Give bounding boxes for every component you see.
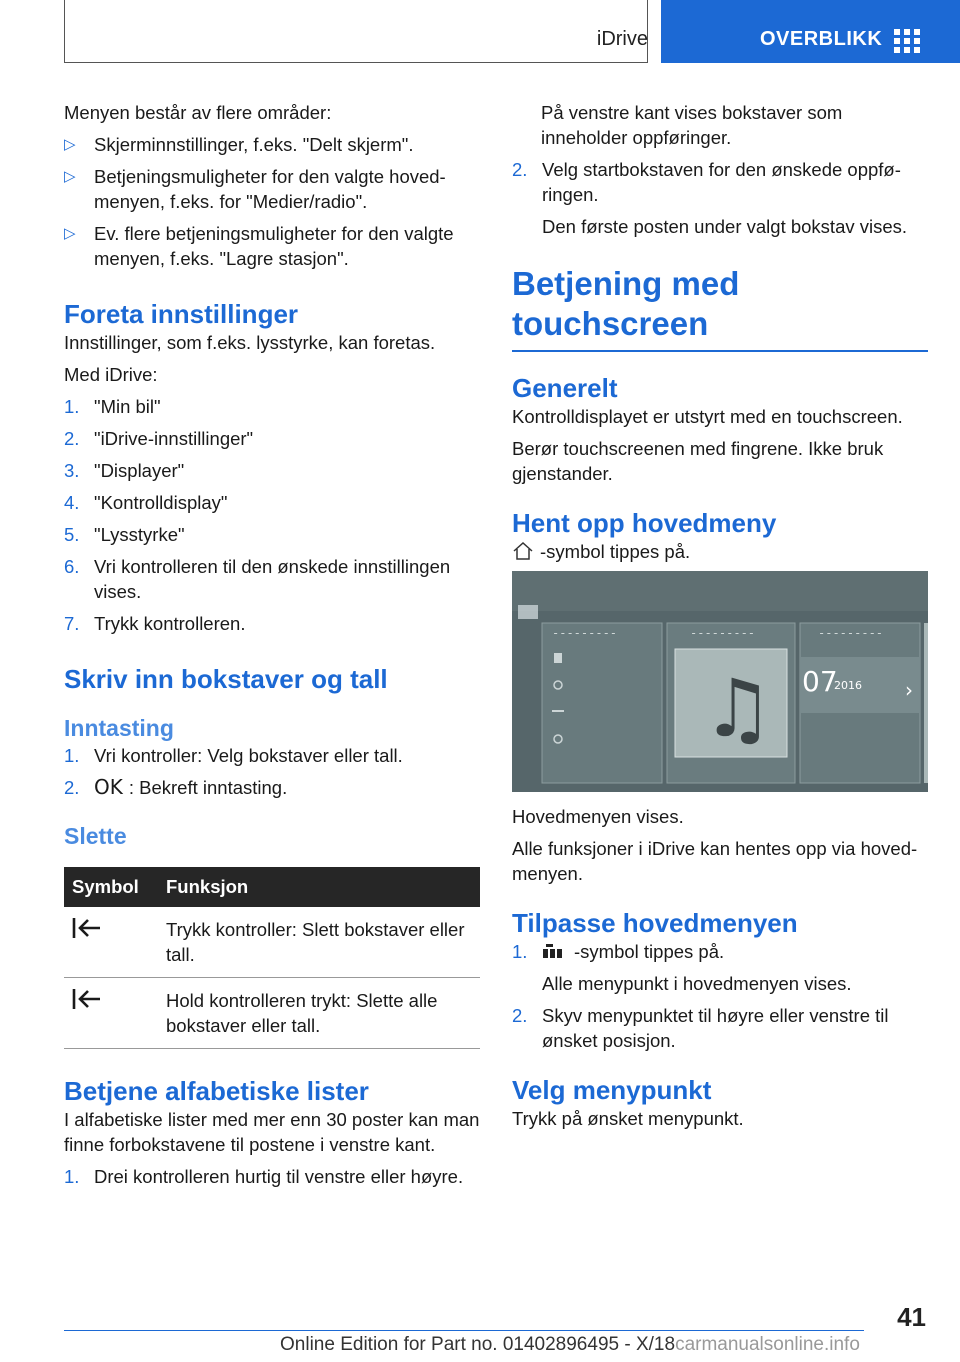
- alpha-text: I alfabetiske lister med mer enn 30 poster kan man finne forbokstavene til postene i venstre kant.: [64, 1109, 480, 1155]
- alpha-steps-continued: [512, 157, 928, 239]
- delete-arrow-icon: [72, 988, 102, 1010]
- heading-open-main-menu: Hent opp hovedmeny: [512, 508, 777, 538]
- table-row: [64, 907, 480, 978]
- svg-text:---------: ---------: [552, 626, 618, 640]
- header-chapter-tab[interactable]: [661, 0, 960, 63]
- screen-date-year: 2016: [834, 679, 862, 692]
- customize-menu-icon: [542, 944, 568, 960]
- home-icon: [512, 541, 534, 561]
- list-item: 2. OK : Bekreft inntasting.: [64, 775, 288, 799]
- header-chapter-label: OVERBLIKK: [760, 28, 883, 50]
- list-item: 4. "Kontrolldisplay": [64, 492, 228, 513]
- footer-edition: Online Edition for Part no. 01402896495 - X/18carmanualsonline.info: [280, 1334, 860, 1355]
- table-cell-symbol: [64, 907, 158, 978]
- mainmenu-text: -symbol tippes på.: [512, 539, 928, 564]
- heading-input: Inntasting: [64, 715, 174, 741]
- delete-arrow-icon: [72, 917, 102, 939]
- list-item: 6. Vri kontrolleren til den ønskede innstillingen vises.: [64, 556, 451, 602]
- list-item: ▷ Ev. flere betjeningsmuligheter for den valgte menyen, f.eks. "Lagre stasjon".: [64, 223, 454, 269]
- screen-date-day: 07: [802, 665, 838, 698]
- list-item: 2. "iDrive-innstillinger": [64, 428, 254, 449]
- heading-customize-main-menu: Tilpasse hovedmenyen: [512, 908, 798, 938]
- delete-symbol-table: [64, 867, 480, 1049]
- list-item: 3. "Displayer": [64, 460, 185, 481]
- list-item: 1. Drei kontrolleren hurtig til venstre eller høyre.: [64, 1166, 464, 1187]
- alpha-continued-text: På venstre kant vises bokstaver som inneholder oppføringer.: [541, 102, 843, 148]
- table-cell-function: Trykk kontroller: Slett bokstaver eller tall.: [158, 907, 480, 978]
- intro-text: Menyen består av flere områder:: [64, 102, 332, 123]
- heading-select-menu-item: Velg menypunkt: [512, 1075, 712, 1105]
- list-item: 1. "Min bil": [64, 396, 161, 417]
- triangle-bullet-icon: ▷: [64, 168, 76, 185]
- right-column: [512, 100, 928, 1138]
- all-functions-text: Alle funksjoner i iDrive kan hentes opp via hoved-menyen.: [512, 838, 918, 884]
- heading-settings: Foreta innstillinger: [64, 299, 299, 329]
- heading-general: Generelt: [512, 373, 618, 403]
- heading-letters-numbers: Skriv inn bokstaver og tall: [64, 664, 388, 694]
- table-cell-function: Hold kontrolleren trykt: Slette alle bokstaver eller tall.: [158, 978, 480, 1049]
- settings-with-idrive: Med iDrive:: [64, 364, 158, 385]
- list-item: 7. Trykk kontrolleren.: [64, 613, 246, 634]
- list-item: 5. "Lysstyrke": [64, 524, 185, 545]
- ok-icon: OK: [94, 775, 123, 799]
- main-menu-shown-text: Hovedmenyen vises.: [512, 806, 684, 827]
- heading-alphabetic-lists: Betjene alfabetiske lister: [64, 1076, 369, 1106]
- settings-text: Innstillinger, som f.eks. lysstyrke, kan foretas.: [64, 332, 436, 353]
- header-section-title: iDrive: [596, 28, 648, 50]
- footer-watermark: carmanualsonline.info: [675, 1334, 860, 1355]
- general-text-1: Kontrolldisplayet er utstyrt med en touchscreen.: [512, 406, 903, 427]
- list-item: 1. Vri kontroller: Velg bokstaver eller tall.: [64, 745, 403, 766]
- triangle-bullet-icon: ▷: [64, 225, 76, 242]
- list-item: 1. -symbol tippes på. Alle menypunkt i hovedmenyen vises.: [512, 941, 852, 994]
- table-cell-symbol: [64, 978, 158, 1049]
- footer-divider: [64, 1330, 864, 1331]
- left-column: [64, 100, 482, 1196]
- input-steps: [64, 743, 482, 800]
- heading-touchscreen: Betjening med touchscreen: [512, 264, 928, 352]
- list-item: 2. Skyv menypunktet til høyre eller venstre til ønsket posisjon.: [512, 1005, 889, 1051]
- alpha-steps: [64, 1164, 482, 1189]
- select-text: Trykk på ønsket menypunkt.: [512, 1108, 744, 1129]
- areas-list: [64, 132, 482, 271]
- list-item: 2. Velg startbokstaven for den ønskede oppfø-ringen. Den første posten under valgt bokstav vises.: [512, 159, 908, 237]
- svg-text:---------: ---------: [690, 626, 756, 640]
- heading-delete: Slette: [64, 823, 127, 849]
- table-header-function: Funksjon: [158, 867, 480, 907]
- table-row: [64, 978, 480, 1049]
- main-menu-screenshot: [512, 571, 928, 792]
- svg-text:♫: ♫: [702, 662, 774, 755]
- list-item: ▷ Betjeningsmuligheter for den valgte hoved-menyen, f.eks. for "Medier/radio".: [64, 166, 446, 212]
- svg-text:---------: ---------: [818, 626, 884, 640]
- grid-menu-icon: [894, 29, 922, 53]
- list-item: ▷ Skjerminnstillinger, f.eks. "Delt skjerm".: [64, 134, 414, 155]
- triangle-bullet-icon: ▷: [64, 136, 76, 153]
- svg-text:›: ›: [905, 678, 913, 702]
- customize-steps: [512, 939, 928, 1053]
- header-left-box: [64, 0, 648, 63]
- table-header-symbol: Symbol: [64, 867, 158, 907]
- page-number: 41: [897, 1302, 926, 1332]
- settings-steps: [64, 394, 482, 636]
- general-text-2: Berør touchscreenen med fingrene. Ikke bruk gjenstander.: [512, 438, 884, 484]
